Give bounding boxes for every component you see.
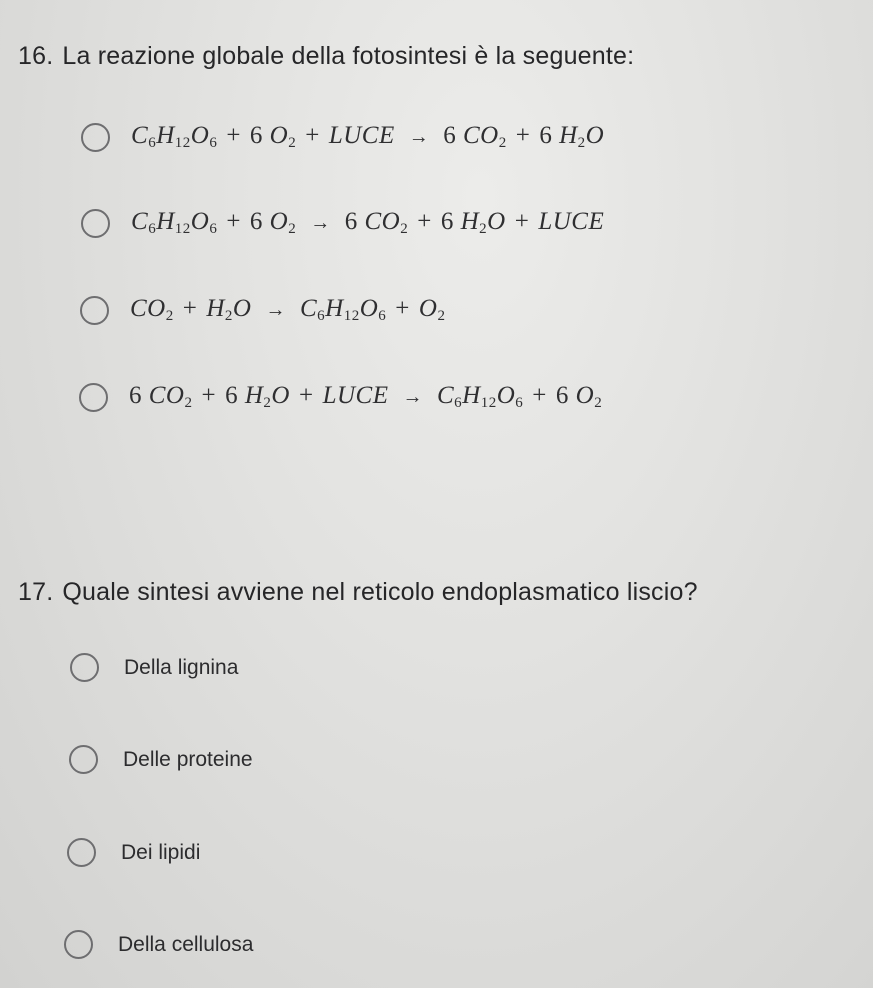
equation-term — [443, 122, 506, 149]
equation — [130, 295, 445, 325]
element-symbol: H — [206, 295, 225, 322]
option-label: Della lignina — [124, 655, 239, 679]
element-symbol: O — [190, 122, 210, 149]
plus-sign: + — [226, 208, 241, 235]
option-label: Dei lipidi — [121, 840, 201, 864]
radio-button[interactable] — [67, 838, 96, 867]
subscript: 6 — [148, 135, 157, 151]
subscript: 6 — [378, 308, 387, 324]
plus-sign: + — [226, 122, 241, 149]
element-symbol: O — [496, 382, 516, 409]
equation — [129, 382, 602, 412]
reaction-arrow: → — [310, 212, 331, 234]
coefficient: 6 — [555, 382, 569, 409]
radio-button[interactable] — [80, 296, 109, 325]
q17-option-2[interactable] — [69, 745, 253, 774]
equation-term — [131, 122, 217, 149]
element-symbol: C — [436, 382, 455, 409]
equation — [131, 122, 604, 152]
element-symbol: O — [269, 122, 289, 149]
element-symbol: H — [156, 122, 175, 149]
equation-term — [323, 382, 389, 409]
subscript: 2 — [400, 221, 409, 237]
element-symbol: C — [299, 295, 318, 322]
element-symbol: CO — [364, 208, 401, 235]
element-symbol: LUCE — [538, 208, 605, 235]
reaction-arrow: → — [265, 299, 286, 321]
element-symbol: O — [418, 295, 438, 322]
radio-button[interactable] — [69, 745, 98, 774]
subscript: 2 — [498, 135, 507, 151]
coefficient: 6 — [443, 122, 457, 149]
equation-term — [131, 208, 217, 235]
element-symbol: CO — [148, 382, 185, 409]
q17-option-3[interactable] — [67, 838, 200, 867]
element-symbol: O — [487, 208, 506, 235]
equation-term — [441, 208, 506, 235]
element-symbol: LUCE — [328, 122, 395, 149]
equation-term — [225, 382, 290, 409]
equation-term — [250, 122, 296, 149]
radio-button[interactable] — [79, 383, 108, 412]
equation-term — [345, 208, 408, 235]
option-label: Delle proteine — [123, 747, 253, 771]
q16-option-4[interactable] — [79, 382, 602, 412]
equation-term — [206, 295, 251, 322]
coefficient: 6 — [225, 382, 239, 409]
subscript: 2 — [437, 308, 446, 324]
radio-button[interactable] — [70, 653, 99, 682]
reaction-arrow: → — [402, 386, 423, 408]
equation-term — [250, 208, 296, 235]
equation-term — [130, 295, 174, 322]
plus-sign: + — [417, 208, 432, 235]
equation-term — [419, 295, 446, 322]
element-symbol: O — [269, 208, 289, 235]
coefficient: 6 — [129, 382, 142, 409]
subscript: 12 — [174, 221, 191, 237]
equation-term — [538, 208, 604, 235]
subscript: 2 — [577, 135, 586, 151]
subscript: 2 — [263, 395, 272, 411]
element-symbol: O — [271, 382, 290, 409]
subscript: 6 — [209, 135, 218, 151]
subscript: 12 — [174, 135, 191, 151]
element-symbol: CO — [130, 295, 166, 322]
subscript: 6 — [515, 395, 524, 411]
q17-option-4[interactable] — [64, 930, 253, 959]
q16-option-2[interactable] — [81, 208, 604, 238]
question-number: 16. — [18, 42, 54, 70]
coefficient: 6 — [539, 122, 553, 149]
q16-option-3[interactable] — [80, 295, 445, 325]
equation-term — [556, 382, 602, 409]
radio-button[interactable] — [81, 123, 110, 152]
subscript: 2 — [184, 395, 193, 411]
element-symbol: CO — [463, 122, 499, 149]
element-symbol: O — [575, 382, 595, 409]
plus-sign: + — [298, 382, 314, 409]
element-symbol: O — [190, 208, 210, 235]
subscript: 2 — [479, 221, 488, 237]
q17-option-1[interactable] — [70, 653, 238, 682]
subscript: 2 — [288, 221, 297, 237]
element-symbol: C — [131, 122, 149, 149]
question-16-title — [18, 42, 634, 71]
coefficient: 6 — [249, 122, 263, 149]
option-label: Della cellulosa — [118, 932, 254, 956]
plus-sign: + — [305, 122, 320, 149]
element-symbol: H — [156, 208, 175, 235]
equation-term — [437, 382, 523, 409]
element-symbol: H — [462, 382, 481, 409]
element-symbol: H — [460, 208, 480, 235]
question-17-title — [18, 578, 698, 607]
plus-sign: + — [514, 208, 530, 235]
subscript: 2 — [594, 395, 603, 411]
element-symbol: H — [244, 382, 264, 409]
equation-term — [539, 122, 604, 149]
coefficient: 6 — [249, 208, 263, 235]
subscript: 12 — [343, 308, 360, 324]
question-text: Quale sintesi avviene nel reticolo endoplasmatico liscio? — [62, 578, 698, 606]
question-text: La reazione globale della fotosintesi è la seguente: — [62, 42, 635, 70]
subscript: 12 — [480, 395, 497, 411]
element-symbol: O — [585, 122, 605, 149]
equation-term — [300, 295, 386, 322]
plus-sign: + — [532, 382, 547, 409]
subscript: 6 — [148, 221, 157, 237]
radio-button[interactable] — [64, 930, 93, 959]
element-symbol: LUCE — [322, 382, 389, 409]
q16-option-1[interactable] — [81, 122, 604, 152]
plus-sign: + — [201, 382, 217, 409]
element-symbol: O — [359, 295, 379, 322]
plus-sign: + — [515, 122, 531, 149]
subscript: 2 — [165, 308, 174, 324]
question-number: 17. — [18, 578, 54, 606]
element-symbol: H — [325, 295, 344, 322]
element-symbol: H — [559, 122, 578, 149]
coefficient: 6 — [344, 208, 358, 235]
equation — [131, 208, 604, 238]
subscript: 2 — [288, 135, 297, 151]
equation-term — [129, 382, 192, 409]
subscript: 6 — [317, 308, 326, 324]
plus-sign: + — [395, 295, 410, 322]
plus-sign: + — [182, 295, 198, 322]
coefficient: 6 — [440, 208, 454, 235]
element-symbol: C — [131, 208, 149, 235]
subscript: 2 — [224, 308, 233, 324]
reaction-arrow: → — [408, 126, 430, 148]
equation-term — [329, 122, 395, 149]
subscript: 6 — [454, 395, 463, 411]
subscript: 6 — [209, 221, 218, 237]
element-symbol: O — [232, 295, 252, 322]
radio-button[interactable] — [81, 209, 110, 238]
